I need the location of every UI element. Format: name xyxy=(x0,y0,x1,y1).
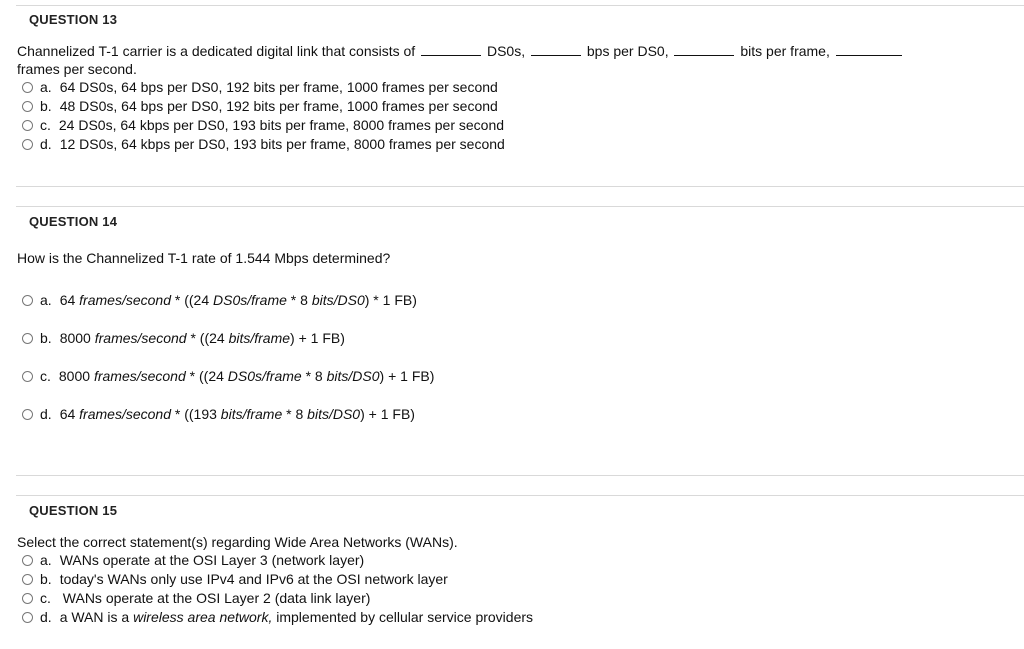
option-text: 8000 frames/second * ((24 DS0s/frame * 8 bits/DS0) + 1 FB) xyxy=(58,368,435,384)
option-letter: d. xyxy=(40,406,52,422)
blank-1 xyxy=(421,43,481,56)
option-letter: a. xyxy=(40,292,52,308)
option-letter: a. xyxy=(40,79,52,95)
divider xyxy=(16,5,1024,6)
question-14-heading: QUESTION 14 xyxy=(29,214,118,229)
q15-option-d[interactable] xyxy=(22,609,533,625)
radio-button[interactable] xyxy=(22,593,33,604)
option-text: 48 DS0s, 64 bps per DS0, 192 bits per frame, 1000 frames per second xyxy=(59,98,498,114)
question-15-stem: Select the correct statement(s) regarding Wide Area Networks (WANs). xyxy=(17,534,458,550)
option-text: WANs operate at the OSI Layer 3 (network layer) xyxy=(59,552,365,568)
option-letter: b. xyxy=(40,98,52,114)
radio-button[interactable] xyxy=(22,574,33,585)
q14-option-c[interactable] xyxy=(22,368,434,384)
option-text: 8000 frames/second * ((24 bits/frame) + 1 FB) xyxy=(59,330,345,346)
option-letter: b. xyxy=(40,571,52,587)
radio-button[interactable] xyxy=(22,409,33,420)
stem-part-4: bits per frame, xyxy=(740,43,830,59)
option-text: 64 DS0s, 64 bps per DS0, 192 bits per frame, 1000 frames per second xyxy=(59,79,498,95)
question-13-stem xyxy=(17,43,904,59)
option-letter: d. xyxy=(40,609,52,625)
q13-option-b[interactable] xyxy=(22,98,498,114)
option-letter: c. xyxy=(40,590,51,606)
option-text: 64 frames/second * ((24 DS0s/frame * 8 bits/DS0) * 1 FB) xyxy=(59,292,417,308)
question-14-stem: How is the Channelized T-1 rate of 1.544 Mbps determined? xyxy=(17,250,391,266)
radio-button[interactable] xyxy=(22,120,33,131)
option-text: a WAN is a wireless area network, implemented by cellular service providers xyxy=(59,609,534,625)
q14-option-a[interactable] xyxy=(22,292,417,308)
q15-option-b[interactable] xyxy=(22,571,448,587)
option-letter: b. xyxy=(40,330,52,346)
q15-option-c[interactable] xyxy=(22,590,370,606)
q13-option-a[interactable] xyxy=(22,79,498,95)
option-text: WANs operate at the OSI Layer 2 (data link layer) xyxy=(58,590,371,606)
divider xyxy=(16,495,1024,496)
q14-option-d[interactable] xyxy=(22,406,415,422)
radio-button[interactable] xyxy=(22,333,33,344)
stem-part-3: bps per DS0, xyxy=(586,43,669,59)
blank-3 xyxy=(674,43,734,56)
question-13-heading: QUESTION 13 xyxy=(29,12,118,27)
question-15-heading: QUESTION 15 xyxy=(29,503,118,518)
question-13-stem-line-2: frames per second. xyxy=(17,61,137,77)
radio-button[interactable] xyxy=(22,101,33,112)
radio-button[interactable] xyxy=(22,82,33,93)
q13-option-c[interactable] xyxy=(22,117,504,133)
blank-2 xyxy=(531,43,581,56)
radio-button[interactable] xyxy=(22,295,33,306)
stem-part-1: Channelized T-1 carrier is a dedicated digital link that consists of xyxy=(17,43,416,59)
option-letter: c. xyxy=(40,368,51,384)
divider xyxy=(16,206,1024,207)
blank-4 xyxy=(836,43,902,56)
radio-button[interactable] xyxy=(22,139,33,150)
option-text: 64 frames/second * ((193 bits/frame * 8 bits/DS0) + 1 FB) xyxy=(59,406,415,422)
option-text: today's WANs only use IPv4 and IPv6 at the OSI network layer xyxy=(59,571,448,587)
option-letter: c. xyxy=(40,117,51,133)
q14-option-b[interactable] xyxy=(22,330,345,346)
stem-part-2: DS0s, xyxy=(486,43,526,59)
q15-option-a[interactable] xyxy=(22,552,364,568)
option-text: 24 DS0s, 64 kbps per DS0, 193 bits per frame, 8000 frames per second xyxy=(58,117,505,133)
q13-option-d[interactable] xyxy=(22,136,505,152)
option-text: 12 DS0s, 64 kbps per DS0, 193 bits per frame, 8000 frames per second xyxy=(59,136,505,152)
divider xyxy=(16,475,1024,476)
divider xyxy=(16,186,1024,187)
radio-button[interactable] xyxy=(22,371,33,382)
radio-button[interactable] xyxy=(22,612,33,623)
option-letter: d. xyxy=(40,136,52,152)
option-letter: a. xyxy=(40,552,52,568)
radio-button[interactable] xyxy=(22,555,33,566)
